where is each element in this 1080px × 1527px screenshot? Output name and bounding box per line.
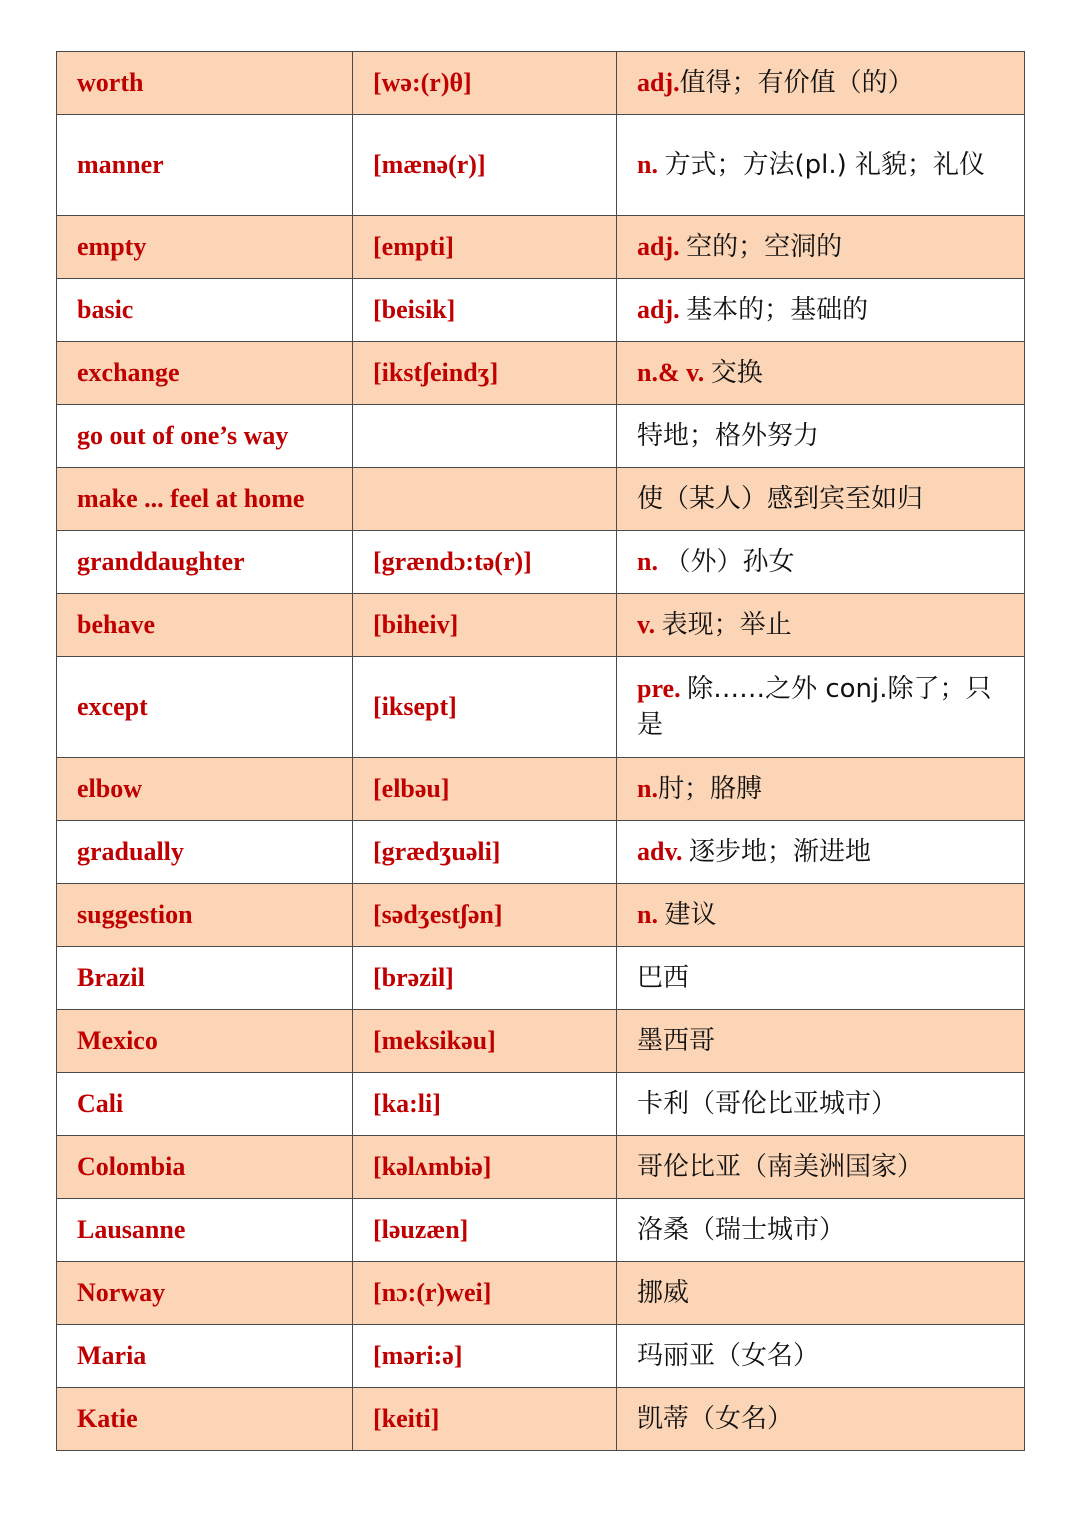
meaning-text: 哥伦比亚（南美洲国家） <box>637 1152 924 1182</box>
meaning-text: 挪威 <box>637 1278 690 1308</box>
word-cell: worth <box>57 52 353 115</box>
word-cell: empty <box>57 216 353 279</box>
part-of-speech: adj <box>637 295 674 324</box>
meaning-text: （外）孙女 <box>664 547 795 577</box>
table-row <box>57 1262 1025 1325</box>
word-cell: go out of one’s way <box>57 405 353 468</box>
part-of-speech-separator: . <box>651 774 658 803</box>
part-of-speech-separator: . <box>648 610 662 639</box>
part-of-speech: n <box>637 774 652 803</box>
meaning-cell <box>617 1010 1025 1073</box>
part-of-speech: adj <box>637 232 674 261</box>
phonetic-cell: [mænə(r)] <box>353 115 617 216</box>
table-row <box>57 657 1025 758</box>
meaning-text: 基本的；基础的 <box>686 295 869 325</box>
table-row <box>57 405 1025 468</box>
word-cell: Katie <box>57 1388 353 1451</box>
table-row <box>57 279 1025 342</box>
word-cell: Mexico <box>57 1010 353 1073</box>
meaning-text: 表现；举止 <box>661 610 792 640</box>
part-of-speech: n <box>637 900 652 929</box>
meaning-text: 卡利（哥伦比亚城市） <box>637 1089 898 1119</box>
phonetic-cell: [məri:ə] <box>353 1325 617 1388</box>
part-of-speech: n <box>637 150 652 179</box>
meaning-text: 交换 <box>710 358 763 388</box>
meaning-text: 值得；有价值（的） <box>679 68 914 98</box>
word-cell: elbow <box>57 758 353 821</box>
meaning-text: 逐步地；渐进地 <box>689 837 872 867</box>
meaning-cell <box>617 342 1025 405</box>
phonetic-cell: [wə:(r)θ] <box>353 52 617 115</box>
part-of-speech-separator: . <box>673 232 687 261</box>
table-row <box>57 1136 1025 1199</box>
meaning-cell <box>617 1388 1025 1451</box>
word-cell: basic <box>57 279 353 342</box>
part-of-speech: adv <box>637 837 677 866</box>
word-cell: Brazil <box>57 947 353 1010</box>
table-row <box>57 821 1025 884</box>
phonetic-cell: [biheiv] <box>353 594 617 657</box>
part-of-speech-separator: . <box>697 358 711 387</box>
meaning-text: 除……之外 conj.除了；只是 <box>637 674 992 740</box>
table-row <box>57 216 1025 279</box>
vocabulary-table-body <box>57 52 1025 1451</box>
phonetic-cell: [elbəu] <box>353 758 617 821</box>
word-cell: granddaughter <box>57 531 353 594</box>
part-of-speech-separator: . <box>651 900 665 929</box>
meaning-text: 特地；格外努力 <box>637 421 820 451</box>
phonetic-cell <box>353 405 617 468</box>
table-row <box>57 1325 1025 1388</box>
phonetic-cell: [keiti] <box>353 1388 617 1451</box>
word-cell: Colombia <box>57 1136 353 1199</box>
phonetic-cell: [ləuzæn] <box>353 1199 617 1262</box>
meaning-cell <box>617 216 1025 279</box>
word-cell: suggestion <box>57 884 353 947</box>
meaning-text: 洛桑（瑞士城市） <box>637 1215 846 1245</box>
meaning-cell <box>617 594 1025 657</box>
meaning-cell <box>617 758 1025 821</box>
meaning-cell <box>617 821 1025 884</box>
word-cell: gradually <box>57 821 353 884</box>
meaning-cell <box>617 1199 1025 1262</box>
meaning-text: 凯蒂（女名） <box>637 1404 794 1434</box>
meaning-cell <box>617 115 1025 216</box>
table-row <box>57 1010 1025 1073</box>
table-row <box>57 115 1025 216</box>
word-cell: manner <box>57 115 353 216</box>
table-row <box>57 1388 1025 1451</box>
meaning-cell <box>617 468 1025 531</box>
part-of-speech-separator: . <box>651 547 665 576</box>
word-cell: Cali <box>57 1073 353 1136</box>
meaning-cell <box>617 279 1025 342</box>
meaning-text: 建议 <box>664 900 717 930</box>
table-row <box>57 1199 1025 1262</box>
word-cell: make ... feel at home <box>57 468 353 531</box>
meaning-text: 巴西 <box>637 963 690 993</box>
part-of-speech-separator: . <box>674 674 688 703</box>
meaning-cell <box>617 405 1025 468</box>
table-row <box>57 342 1025 405</box>
word-cell: exchange <box>57 342 353 405</box>
phonetic-cell: [grændɔ:tə(r)] <box>353 531 617 594</box>
part-of-speech: pre <box>637 674 675 703</box>
table-row <box>57 531 1025 594</box>
part-of-speech: v <box>637 610 649 639</box>
vocabulary-table <box>56 51 1025 1451</box>
meaning-cell <box>617 1325 1025 1388</box>
meaning-text: 方式；方法(pl.) 礼貌；礼仪 <box>664 150 986 180</box>
phonetic-cell: [grædʒuəli] <box>353 821 617 884</box>
phonetic-cell: [sədʒestʃən] <box>353 884 617 947</box>
part-of-speech: adj <box>637 68 674 97</box>
meaning-cell <box>617 884 1025 947</box>
phonetic-cell: [kəlʌmbiə] <box>353 1136 617 1199</box>
phonetic-cell: [meksikəu] <box>353 1010 617 1073</box>
phonetic-cell: [nɔ:(r)wei] <box>353 1262 617 1325</box>
table-row <box>57 594 1025 657</box>
meaning-text: 使（某人）感到宾至如归 <box>637 484 924 514</box>
part-of-speech-separator: . <box>676 837 690 866</box>
table-row <box>57 947 1025 1010</box>
phonetic-cell: [iksept] <box>353 657 617 758</box>
phonetic-cell: [brəzil] <box>353 947 617 1010</box>
table-row <box>57 758 1025 821</box>
meaning-cell <box>617 947 1025 1010</box>
meaning-text: 玛丽亚（女名） <box>637 1341 820 1371</box>
meaning-cell <box>617 1073 1025 1136</box>
word-cell: Lausanne <box>57 1199 353 1262</box>
phonetic-cell: [empti] <box>353 216 617 279</box>
phonetic-cell <box>353 468 617 531</box>
word-cell: behave <box>57 594 353 657</box>
meaning-text: 空的；空洞的 <box>686 232 843 262</box>
meaning-cell <box>617 657 1025 758</box>
table-row <box>57 468 1025 531</box>
table-row <box>57 52 1025 115</box>
meaning-cell <box>617 52 1025 115</box>
word-cell: Maria <box>57 1325 353 1388</box>
phonetic-cell: [beisik] <box>353 279 617 342</box>
table-row <box>57 884 1025 947</box>
word-cell: except <box>57 657 353 758</box>
part-of-speech-separator: . <box>673 295 687 324</box>
part-of-speech: n.& v <box>637 358 698 387</box>
meaning-text: 肘；胳膊 <box>657 774 762 804</box>
phonetic-cell: [ka:li] <box>353 1073 617 1136</box>
meaning-cell <box>617 1262 1025 1325</box>
phonetic-cell: [ikstʃeindʒ] <box>353 342 617 405</box>
word-cell: Norway <box>57 1262 353 1325</box>
meaning-cell <box>617 531 1025 594</box>
part-of-speech: n <box>637 547 652 576</box>
table-row <box>57 1073 1025 1136</box>
meaning-text: 墨西哥 <box>637 1026 716 1056</box>
part-of-speech-separator: . <box>651 150 665 179</box>
part-of-speech-separator: . <box>673 68 680 97</box>
meaning-cell <box>617 1136 1025 1199</box>
